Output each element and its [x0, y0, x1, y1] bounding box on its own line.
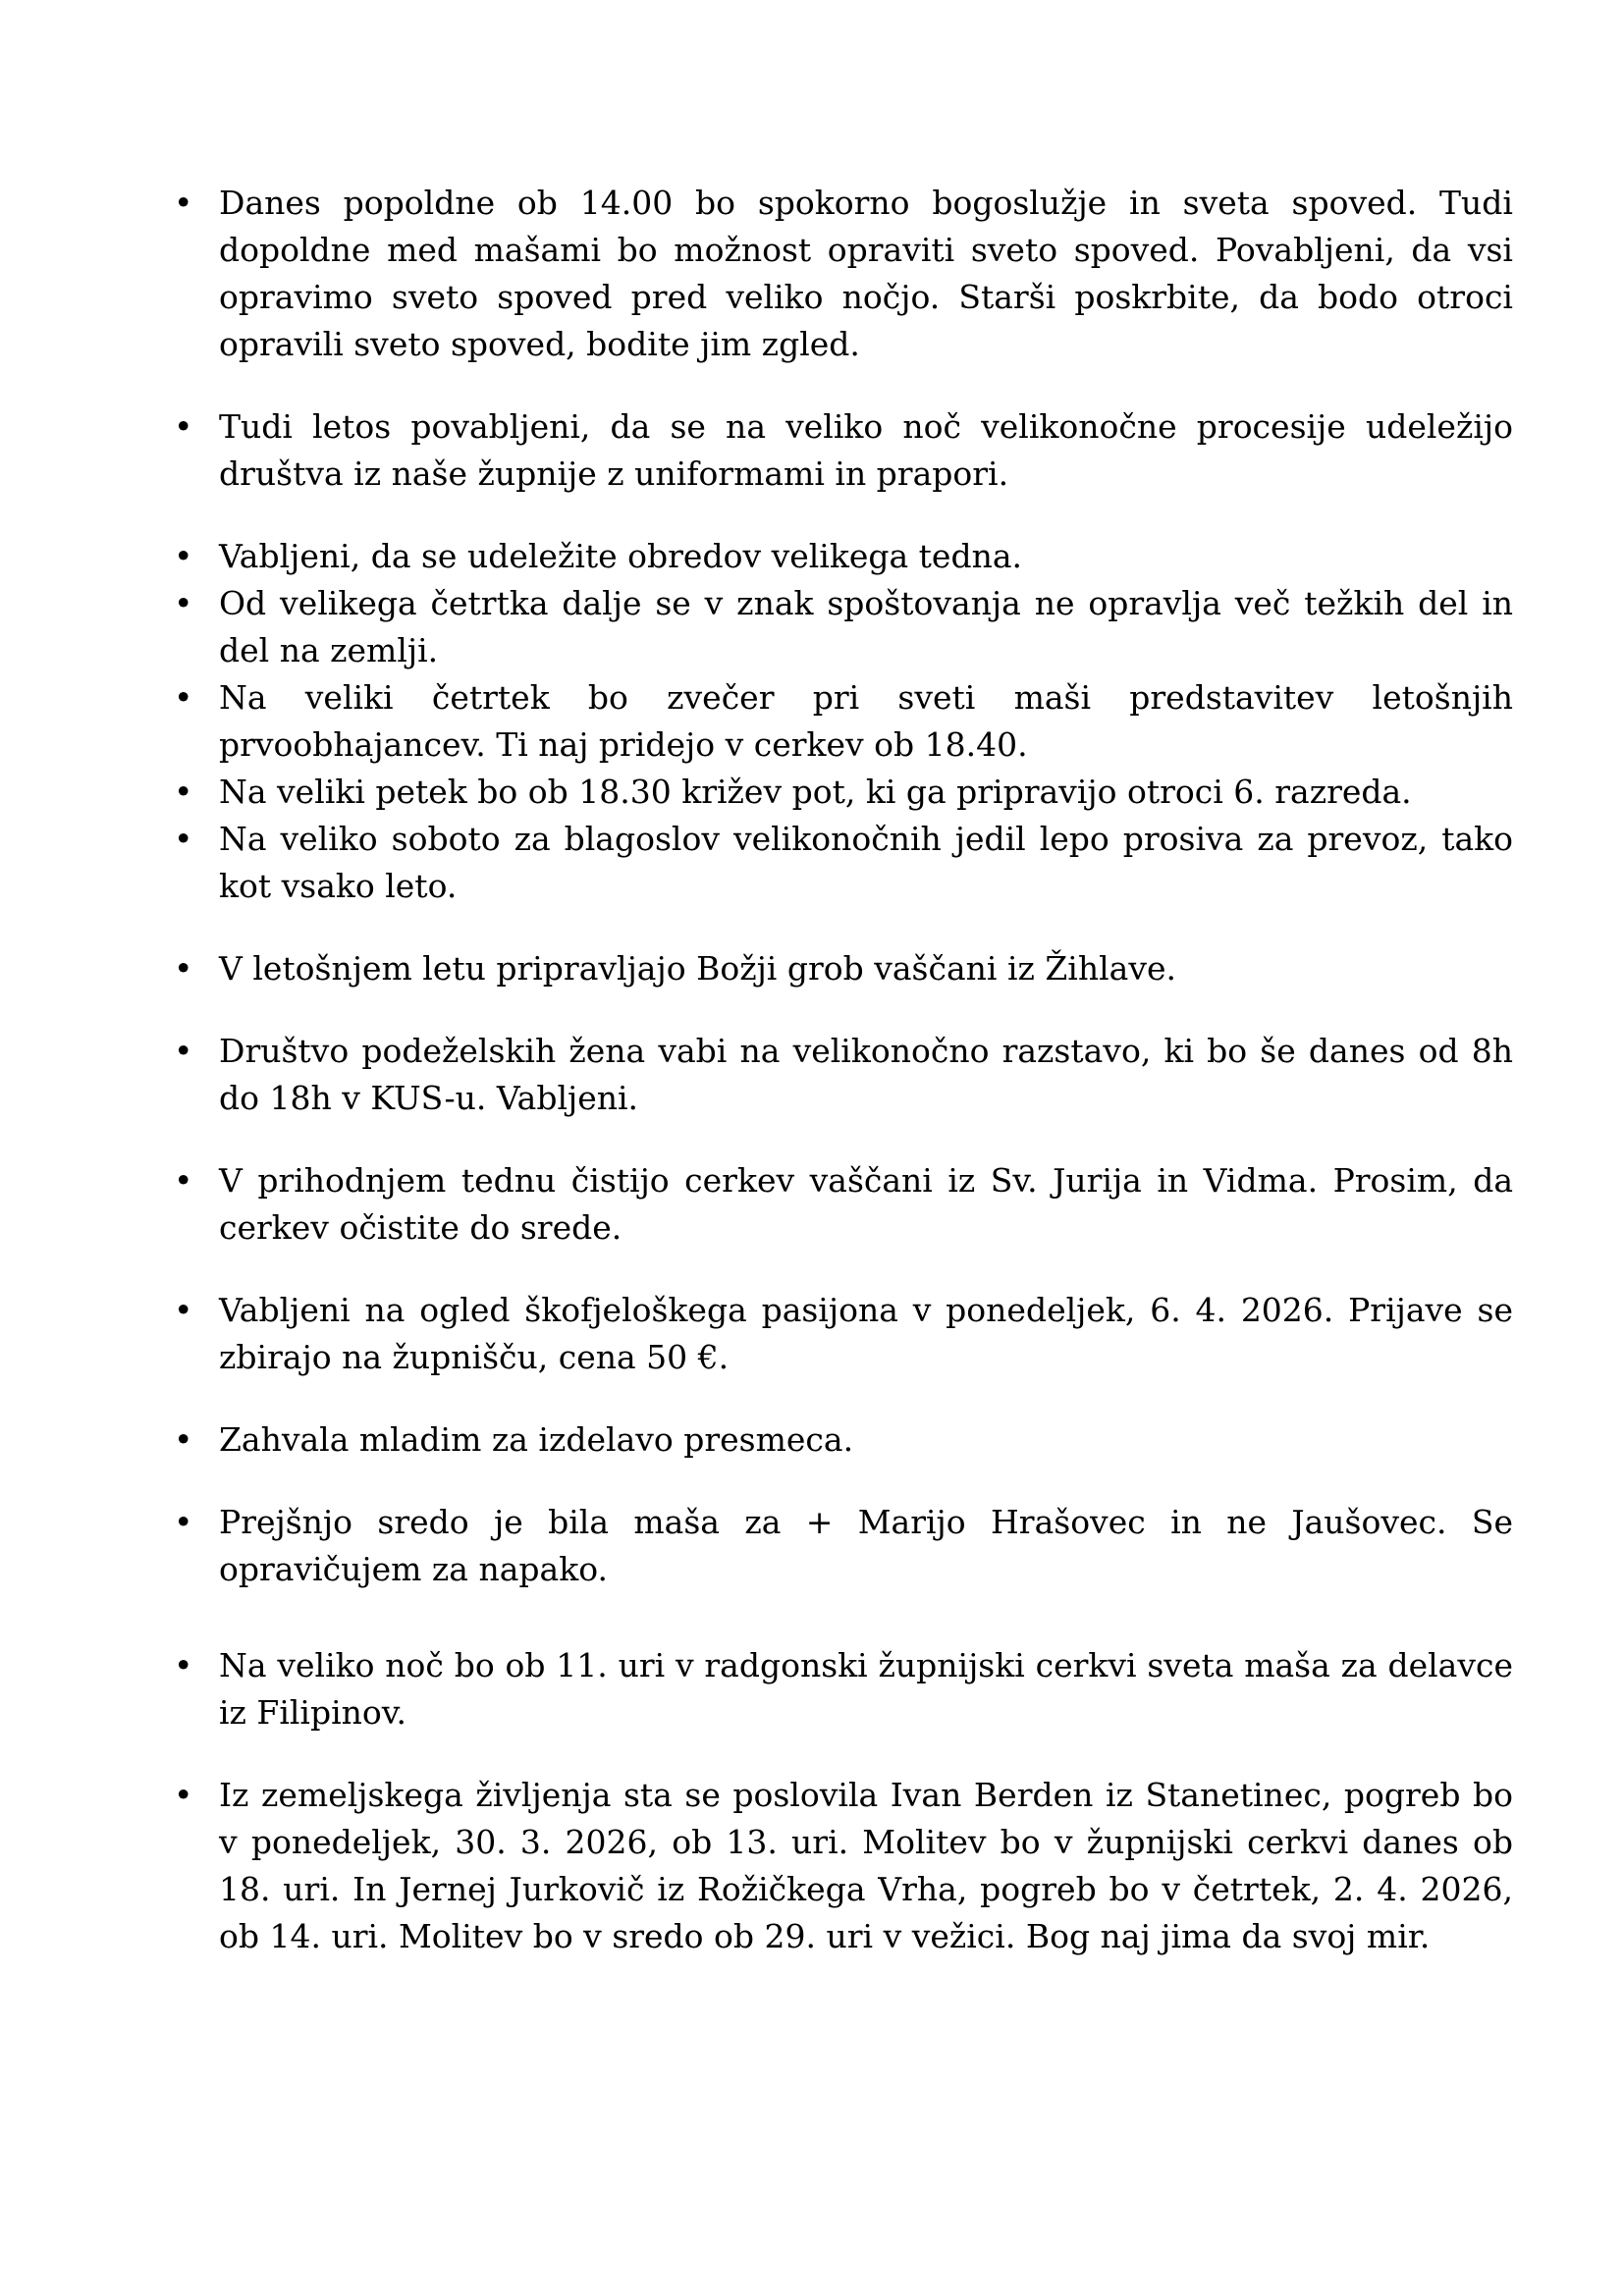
- bullet-icon: •: [174, 184, 193, 222]
- bullet-icon: •: [174, 537, 193, 575]
- list-item: [174, 1028, 1513, 1122]
- list-item: [174, 1416, 1513, 1464]
- bullet-icon: •: [174, 1420, 193, 1459]
- bullet-text: Vabljeni, da se udeležite obredov velikega tedna.: [219, 537, 1023, 575]
- bullet-text: V prihodnjem tednu čistijo cerkev vaščani iz Sv. Jurija in Vidma. Prosim, da cerkev očistite do srede.: [219, 1161, 1513, 1247]
- list-item: [174, 945, 1513, 992]
- bullet-icon: •: [174, 1503, 193, 1541]
- bullet-text: Na veliki četrtek bo zvečer pri sveti maši predstavitev letošnjih prvoobhajancev. Ti naj pridejo v cerkev ob 18.40.: [219, 678, 1513, 764]
- bullet-icon: •: [174, 1291, 193, 1329]
- bullet-text: Vabljeni na ogled škofjeloškega pasijona v ponedeljek, 6. 4. 2026. Prijave se zbirajo na župnišču, cena 50 €.: [219, 1291, 1513, 1376]
- list-item: [174, 816, 1513, 910]
- bullet-icon: •: [174, 820, 193, 858]
- bullet-text: Na veliko noč bo ob 11. uri v radgonski župnijski cerkvi sveta maša za delavce iz Filipinov.: [219, 1646, 1513, 1732]
- bullet-text: Prejšnjo sredo je bila maša za + Marijo Hrašovec in ne Jaušovec. Se opravičujem za napako.: [219, 1503, 1513, 1588]
- bullet-text: V letošnjem letu pripravljajo Božji grob vaščani iz Žihlave.: [219, 949, 1176, 988]
- list-item: [174, 1157, 1513, 1252]
- list-item: [174, 403, 1513, 498]
- list-item: [174, 1287, 1513, 1381]
- announcement-list: [174, 180, 1513, 1960]
- bullet-text: Od velikega četrtka dalje se v znak spoštovanja ne opravlja več težkih del in del na zemlji.: [219, 584, 1513, 669]
- bullet-text: Iz zemeljskega življenja sta se poslovila Ivan Berden iz Stanetinec, pogreb bo v ponedeljek, 30. 3. 2026, ob 13. uri. Molitev bo v župnijski cerkvi danes ob 18. uri. In Jernej Jurkovič iz Rožičkega Vrha, pogreb bo v četrtek, 2. 4. 2026, ob 14. uri. Molitev bo v sredo ob 29. uri v vežici. Bog naj jima da svoj mir.: [219, 1776, 1513, 1955]
- list-item: [174, 769, 1513, 816]
- list-item: [174, 1772, 1513, 1960]
- bullet-text: Tudi letos povabljeni, da se na veliko noč velikonočne procesije udeležijo društva iz naše župnije z uniformami in prapori.: [219, 407, 1513, 493]
- bullet-icon: •: [174, 773, 193, 811]
- list-item: [174, 533, 1513, 580]
- bullet-icon: •: [174, 407, 193, 446]
- bullet-icon: •: [174, 678, 193, 717]
- list-item: [174, 1642, 1513, 1736]
- list-item: [174, 580, 1513, 674]
- bullet-text: Danes popoldne ob 14.00 bo spokorno bogoslužje in sveta spoved. Tudi dopoldne med mašami bo možnost opraviti sveto spoved. Povabljeni, da vsi opravimo sveto spoved pred veliko nočjo. Starši poskrbite, da bodo otroci opravili sveto spoved, bodite jim zgled.: [219, 184, 1513, 363]
- bullet-text: Na veliko soboto za blagoslov velikonočnih jedil lepo prosiva za prevoz, tako kot vsako leto.: [219, 820, 1513, 905]
- bullet-icon: •: [174, 1161, 193, 1200]
- bullet-icon: •: [174, 1032, 193, 1070]
- bullet-icon: •: [174, 949, 193, 988]
- bullet-text: Na veliki petek bo ob 18.30 križev pot, ki ga pripravijo otroci 6. razreda.: [219, 773, 1412, 811]
- bullet-icon: •: [174, 1646, 193, 1684]
- bullet-text: Društvo podeželskih žena vabi na velikonočno razstavo, ki bo še danes od 8h do 18h v KUS-u. Vabljeni.: [219, 1032, 1513, 1117]
- list-item: [174, 674, 1513, 769]
- list-item: [174, 1499, 1513, 1593]
- bullet-text: Zahvala mladim za izdelavo presmeca.: [219, 1420, 854, 1459]
- list-item: [174, 180, 1513, 368]
- bullet-icon: •: [174, 584, 193, 622]
- bullet-icon: •: [174, 1776, 193, 1814]
